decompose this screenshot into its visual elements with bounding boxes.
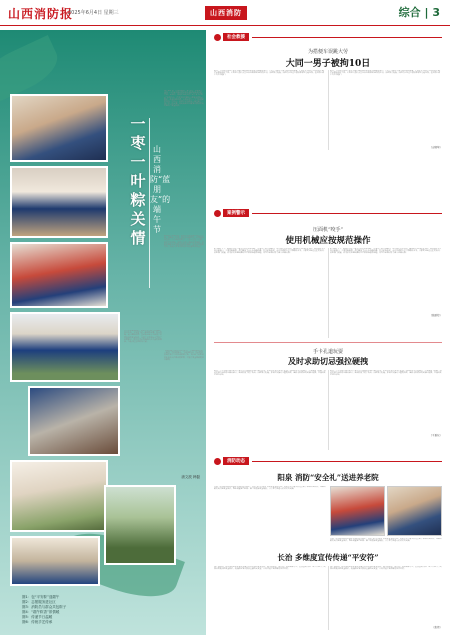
column-divider — [328, 248, 329, 338]
article-headline: 使用机械应按规范操作 — [285, 236, 371, 246]
caption: 图1：包“平安粽”迎端午 — [22, 595, 60, 599]
feature-column-4: “以前包粽子都是自己在家里，今天和消防员们一起包，特别有意义。”社区居民说。活动的开展既弘扬了中华优秀传统文化，又拉近了消防救援队伍与人民群众的距离，营造了安全祥和的节日氛围。 — [164, 350, 204, 361]
section-tag — [214, 208, 442, 218]
feature-subtitle: 山西消防“蓝朋友”的端午节 — [150, 145, 171, 234]
section-rule — [252, 461, 442, 462]
section-badge: 山西消防 — [205, 6, 247, 20]
section-icon — [214, 34, 221, 41]
feature-photo — [28, 386, 120, 456]
feature-photo — [104, 485, 176, 565]
news-photo — [330, 486, 385, 536]
feature-column-2: 走进晋中市某社区，消防员与社区居民围坐在一起，将糯米、红枣、蜜枣放进粽叶里，动作娴熟地包出一个个饱满的粽子。大家一边包一边聊，欢声笑语不断。消防员们结合典型火灾案例，讲解家庭常见火灾隐患及防范措施，发放消防宣传资料，提醒大家节日期间出行注意防火安全。 — [164, 235, 204, 249]
masthead: 山西消防报 — [8, 7, 74, 21]
column-divider — [328, 566, 329, 630]
section-tag-label: 社会救援 — [223, 33, 249, 41]
article-body: 近日，一名男孩在玩耍时将手伸入公共座椅的孔洞中无法拔出，家长尝试多次未果后报警。消防救援人员到场后，先安抚孩子情绪，再使用润滑剂和专业器材配合，顺利将孩子的手取出。消防部门提醒，家长应加强对儿童的看护，遇到类似情况切忌强拉硬拽，应及时拨打119求助。 — [214, 370, 326, 377]
section-tag-label: 案例警示 — [223, 209, 249, 217]
feature-photo — [10, 166, 108, 238]
article-headline: 阳泉 消防“安全礼”送进养老院 — [277, 473, 379, 482]
section-tag-label: 消防动态 — [223, 457, 249, 465]
article-author: （张丽珍） — [429, 314, 442, 317]
article-body: 近日，大同市公安机关依法处理一起妨碍消防救援车辆通行案件。一男子为搭便车误入消防救援现场，拦截正在执行任务的消防车辆，严重影响救援工作。公安机关依法对其处以行政拘留10日的处罚。消防部门提醒，消防车执行任务期间享有优先通行权，任何单位和个人不得阻拦。 — [330, 70, 442, 77]
article-body: 5月28日下午，某居民小区一老人在使用压面机时，不慎将手卷入机器内，家人无法将其取出，随即拨打119报警求助。消防救援人员到达现场后，立即切断电源，使用破拆工具小心拆卸机器，经过紧张救援，成功将被困人员手部解救出来，并移交120送往医院救治。消防部门提醒，使用家用机械设备时应严格按照操作规程，切勿在运转时将手伸入机器内部。 — [214, 248, 326, 255]
feature-column-3: 在太原市某福利院，消防员们为孩子们准备了节日礼物，并与孩子们一起制作香囊、编五彩绳，通过趣味问答、互动游戏等方式向孩子们普及消防安全知识，让孩子们在欢乐中学到了消防知识。队员们表示将继续关心关爱特殊群体，为他们送去温暖与关爱。 — [124, 330, 162, 344]
article-body: 5月28日下午，某居民小区一老人在使用压面机时，不慎将手卷入机器内，家人无法将其取出，随即拨打119报警求助。消防救援人员到达现场后，立即切断电源，使用破拆工具小心拆卸机器，经过紧张救援，成功将被困人员手部解救出来，并移交120送往医院救治。消防部门提醒，使用家用机械设备时应严格按照操作规程，切勿在运转时将手伸入机器内部。 — [330, 248, 442, 255]
section-icon — [214, 210, 221, 217]
article-kicker: 手卡孔道玩耍 — [312, 349, 343, 355]
section-icon — [214, 458, 221, 465]
article-body: 日前，阳泉市消防救援支队来到辖区养老院，开展“端午送安康”消防安全宣传活动。消防员们为老人们送去粽子等节日慰问品，详细讲解用火用电安全常识，帮助排查电气线路、燃气管道等安全隐患，并手把手教老人们使用灭火器。 — [330, 538, 442, 543]
article-kicker: 压面机“咬手” — [312, 227, 344, 233]
article-headline: 长治 多维度宣传传递“平安符” — [277, 553, 379, 562]
news-column — [210, 30, 446, 635]
feature-photo — [10, 94, 108, 162]
caption: 图4：“端午粽香”浓情暖 — [22, 610, 60, 614]
column-divider — [328, 70, 329, 150]
article-body: 近日，一名男孩在玩耍时将手伸入公共座椅的孔洞中无法拔出，家长尝试多次未果后报警。消防救援人员到场后，先安抚孩子情绪，再使用润滑剂和专业器材配合，顺利将孩子的手取出。消防部门提醒，家长应加强对儿童的看护，遇到类似情况切忌强拉硬拽，应及时拨打119求助。 — [330, 370, 442, 377]
caption: 图3：消防员与群众共包粽子 — [22, 605, 67, 609]
feature-title: 一枣一叶粽关情 — [130, 115, 146, 247]
section-rule — [252, 37, 442, 38]
article-body: 端午节期间，长治市消防救援支队多措并举开展消防安全宣传，通过进社区、进景区、进商场等方式，发放宣传资料、设立咨询台，向群众普及消防安全知识，提醒群众节日期间注意防火安全，共同营造平安和谐的节日环境。 — [214, 566, 326, 571]
caption: 图5：传递节日温暖 — [22, 615, 53, 619]
article-body: 端午节期间，长治市消防救援支队多措并举开展消防安全宣传，通过进社区、进景区、进商场等方式，发放宣传资料、设立咨询台，向群众普及消防安全知识，提醒群众节日期间注意防火安全，共同营造平安和谐的节日环境。 — [330, 566, 442, 571]
section-tag — [214, 32, 442, 42]
feature-byline: 唐文波 韩磊 — [181, 475, 200, 479]
column-divider — [328, 370, 329, 450]
section-tag — [214, 456, 442, 466]
article-body: 近日，大同市公安机关依法处理一起妨碍消防救援车辆通行案件。一男子为搭便车误入消防救援现场，拦截正在执行任务的消防车辆，严重影响救援工作。公安机关依法对其处以行政拘留10日的处罚。消防部门提醒，消防车执行任务期间享有优先通行权，任何单位和个人不得阻拦。 — [214, 70, 326, 77]
article-headline: 大同一男子被拘10日 — [285, 59, 371, 69]
feature-photo — [10, 242, 108, 308]
article-headline: 及时求助切忌强拉硬拽 — [288, 356, 368, 366]
feature-panel — [0, 30, 206, 635]
photo-captions — [22, 595, 132, 625]
article-kicker: 为搭便车误跳大劳 — [307, 49, 348, 55]
article-author: （王晋东） — [429, 434, 442, 437]
feature-photo — [10, 460, 108, 532]
article-author: （张伟） — [431, 626, 442, 629]
feature-photo — [10, 312, 120, 382]
article-author: （史晓华） — [429, 146, 442, 149]
dateline: 2025年6月4日 星期三 — [68, 10, 119, 16]
article-body: 日前，阳泉市消防救援支队来到辖区养老院，开展“端午送安康”消防安全宣传活动。消防员们为老人们送去粽子等节日慰问品，详细讲解用火用电安全常识，帮助排查电气线路、燃气管道等安全隐患，并手把手教老人们使用灭火器。 — [214, 486, 326, 491]
page-title: 综合 | 3 — [398, 6, 440, 19]
article-separator — [214, 342, 442, 343]
caption: 图6：传统手艺传承 — [22, 620, 53, 624]
feature-photo — [10, 536, 100, 586]
page-header — [0, 0, 450, 26]
news-photo — [387, 486, 442, 536]
caption: 图2：志愿服务进社区 — [22, 600, 56, 604]
feature-column-1: 端午粽叶香，民俗情意浓。6月1日，恰逢端午佳节，山西省各级消防救援队伍纷纷走进社区、学校、福利院、敬老院等地开展“端午节里话安全”系列活动，在浓浓节日氛围中普及消防安全知识，传递消防温情，让群众度过一个平安祥和的节日。活动中，消防员们与群众一起包粽子、挂艾草、做香囊，同时向居民讲解节日期间用火用电用气安全知识。 — [164, 90, 204, 108]
section-rule — [252, 213, 442, 214]
